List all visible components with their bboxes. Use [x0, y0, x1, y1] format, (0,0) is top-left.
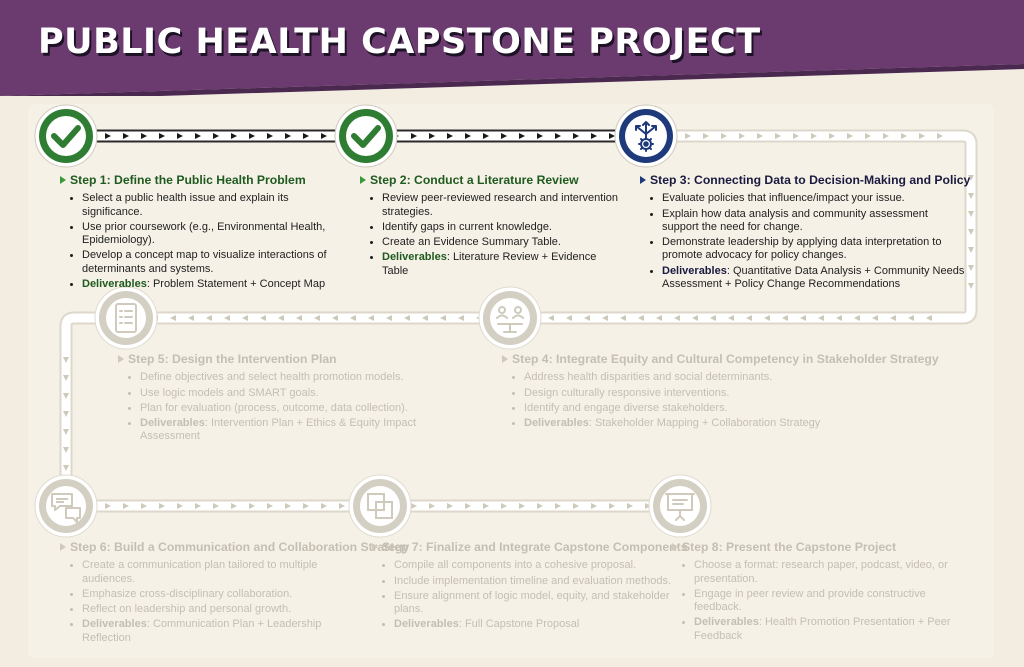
list-item: • Engage in peer review and provide constructive feedback.	[694, 588, 972, 615]
list-item: • Create an Evidence Summary Table.	[382, 236, 620, 249]
step-bullets	[502, 371, 942, 430]
step-bullets	[360, 192, 620, 278]
pointer-triangle-icon	[502, 355, 508, 363]
list-item: • Ensure alignment of logic model, equity, and stakeholder plans.	[394, 590, 672, 617]
step-8-node	[648, 474, 712, 538]
step-1-node	[34, 104, 98, 168]
list-item: • Design culturally responsive interventions.	[524, 387, 942, 400]
deliverables-item: • Deliverables: Full Capstone Proposal	[394, 618, 672, 631]
list-item: • Demonstrate leadership by applying data interpretation to promote advocacy for policy changes.	[662, 236, 965, 263]
deliverables-item: • Deliverables: Health Promotion Presentation + Peer Feedback	[694, 616, 972, 643]
step-5	[118, 353, 478, 446]
step-7-node	[348, 474, 412, 538]
step-8	[672, 541, 972, 645]
step-2-node	[334, 104, 398, 168]
step-title: Step 8: Present the Capstone Project	[672, 541, 972, 554]
list-item: • Select a public health issue and explain its significance.	[82, 192, 350, 219]
list-item: • Compile all components into a cohesive proposal.	[394, 559, 672, 572]
step-bullets	[60, 559, 350, 645]
step-bullets	[640, 192, 965, 291]
pointer-triangle-icon	[360, 176, 366, 184]
list-item: • Address health disparities and social determinants.	[524, 371, 942, 384]
deliverables-item: • Deliverables: Quantitative Data Analysis + Community Needs Assessment + Policy Change Recommendations	[662, 265, 965, 292]
list-item: • Develop a concept map to visualize interactions of determinants and systems.	[82, 249, 350, 276]
list-item: • Define objectives and select health promotion models.	[140, 371, 478, 384]
pointer-triangle-icon	[640, 176, 646, 184]
list-item: • Review peer-reviewed research and intervention strategies.	[382, 192, 620, 219]
step-6-node	[34, 474, 98, 538]
step-title: Step 3: Connecting Data to Decision-Making and Policy	[640, 174, 965, 187]
list-item: • Use logic models and SMART goals.	[140, 387, 478, 400]
step-2	[360, 174, 620, 280]
step-bullets	[118, 371, 478, 443]
step-bullets	[372, 559, 672, 631]
step-4-node	[478, 286, 542, 350]
page-title: PUBLIC HEALTH CAPSTONE PROJECT	[38, 22, 761, 62]
step-title: Step 1: Define the Public Health Problem	[60, 174, 350, 187]
list-item: • Create a communication plan tailored to multiple audiences.	[82, 559, 350, 586]
step-bullets	[60, 192, 350, 291]
step-7	[372, 540, 688, 634]
step-title: Step 6: Build a Communication and Collaboration Strategy	[60, 541, 350, 554]
list-item: • Identify and engage diverse stakeholders.	[524, 402, 942, 415]
list-item: • Identify gaps in current knowledge.	[382, 221, 620, 234]
pointer-triangle-icon	[60, 543, 66, 551]
list-item: • Evaluate policies that influence/impact your issue.	[662, 192, 965, 205]
list-item: • Explain how data analysis and community assessment support the need for change.	[662, 208, 965, 235]
pointer-triangle-icon	[60, 176, 66, 184]
pointer-triangle-icon	[372, 543, 378, 551]
step-title: Step 7: Finalize and Integrate Capstone Components	[372, 541, 672, 554]
deliverables-item: • Deliverables: Intervention Plan + Ethics & Equity Impact Assessment	[140, 417, 478, 444]
list-item: • Emphasize cross-disciplinary collaboration.	[82, 588, 350, 601]
deliverables-item: • Deliverables: Literature Review + Evidence Table	[382, 251, 620, 278]
list-item: • Plan for evaluation (process, outcome, data collection).	[140, 402, 478, 415]
step-4	[502, 353, 942, 432]
step-5-node	[94, 286, 158, 350]
step-6	[60, 540, 410, 647]
step-3-node	[614, 104, 678, 168]
step-title: Step 5: Design the Intervention Plan	[118, 353, 478, 366]
step-title: Step 2: Conduct a Literature Review	[360, 174, 620, 187]
step-1	[60, 174, 350, 293]
step-3	[640, 173, 971, 293]
step-bullets	[672, 559, 972, 643]
list-item: • Include implementation timeline and evaluation methods.	[394, 575, 672, 588]
pointer-triangle-icon	[118, 355, 124, 363]
deliverables-item: • Deliverables: Stakeholder Mapping + Collaboration Strategy	[524, 417, 942, 430]
step-title: Step 4: Integrate Equity and Cultural Competency in Stakeholder Strategy	[502, 353, 942, 366]
pointer-triangle-icon	[672, 543, 678, 551]
deliverables-item: • Deliverables: Problem Statement + Concept Map	[82, 278, 350, 291]
list-item: • Reflect on leadership and personal growth.	[82, 603, 350, 616]
deliverables-item: • Deliverables: Communication Plan + Leadership Reflection	[82, 618, 350, 645]
list-item: • Use prior coursework (e.g., Environmental Health, Epidemiology).	[82, 221, 350, 248]
list-item: • Choose a format: research paper, podcast, video, or presentation.	[694, 559, 972, 586]
